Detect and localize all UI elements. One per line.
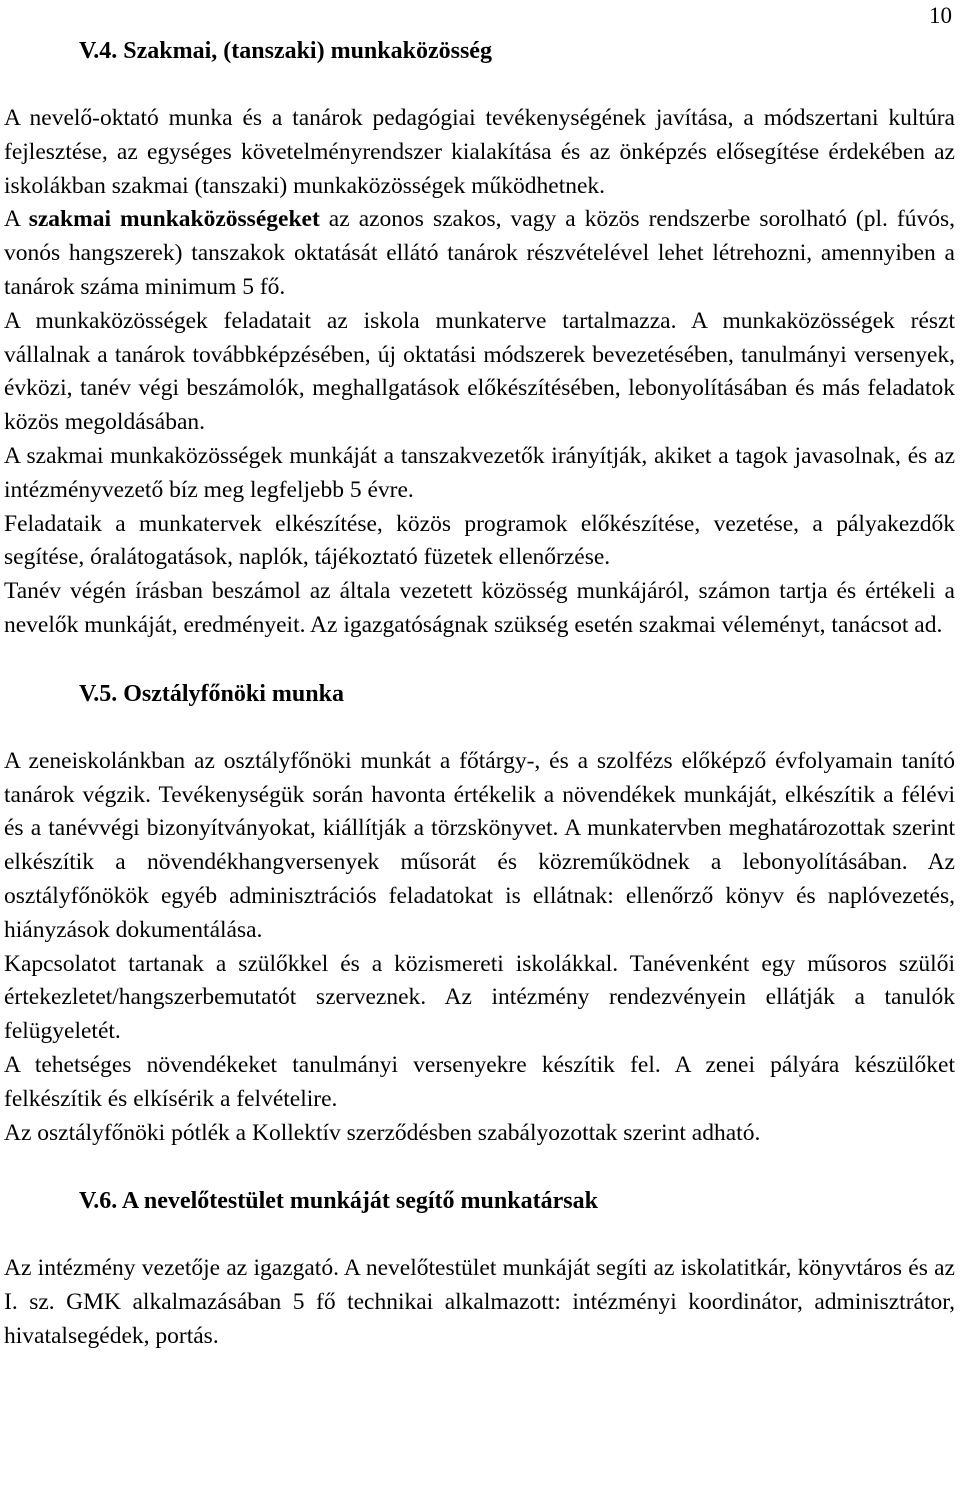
spacer bbox=[4, 1218, 955, 1252]
paragraph: Kapcsolatot tartanak a szülőkkel és a közismereti iskolákkal. Tanévenként egy műsoros szülői értekezletet/hangszerbemutatót szerveznek. Az intézmény rendezvényein ellátják a tanulók felügyeletét. bbox=[4, 950, 955, 1045]
paragraph: Tanév végén írásban beszámol az általa vezetett közösség munkájáról, számon tartja és értékeli a nevelők munkáját, eredményeit. Az igazgatóságnak szükség esetén szakmai véleményt, tanácsot ad. bbox=[4, 578, 955, 638]
paragraph: Az intézmény vezetője az igazgató. A nevelőtestület munkáját segíti az iskolatitkár, könyvtáros és az I. sz. GMK alkalmazásában 5 fő technikai alkalmazott: intézményi koordinátor, adminisztrátor, hivatalsegédek, portás. bbox=[4, 1255, 955, 1349]
spacer bbox=[4, 643, 955, 677]
paragraph-text: A bbox=[4, 206, 29, 233]
page-content bbox=[4, 34, 955, 1354]
paragraph: A tehetséges növendékeket tanulmányi versenyekre készítik fel. A zenei pályára készülőket felkészítik és elkísérik a felvételire. bbox=[4, 1051, 955, 1112]
section-heading-v5: V.5. Osztályfőnöki munka bbox=[79, 680, 344, 707]
paragraph: Feladataik a munkatervek elkészítése, közös programok előkészítése, vezetése, a pályakezdők segítése, óralátogatások, naplók, tájékoztató füzetek ellenőrzése. bbox=[4, 510, 955, 571]
paragraph: A szakmai munkaközösségek munkáját a tanszakvezetők irányítják, akiket a tagok javasolnak, és az intézményvezető bíz meg legfeljebb 5 évre. bbox=[4, 442, 955, 503]
page-number: 10 bbox=[929, 3, 952, 28]
paragraph bbox=[4, 203, 955, 304]
section-heading-v6: V.6. A nevelőtestület munkáját segítő munkatársak bbox=[79, 1188, 598, 1215]
paragraph: A zeneiskolánkban az osztályfőnöki munkát a főtárgy-, és a szolfézs előképző évfolyamain tanító tanárok végzik. Tevékenységük során havonta értékelik a növendékek munkáját, elkészítik a félévi és a tanévvégi bizonyítványokat, kiállítják a törzskönyvet. A munkatervben meghatározottak szerint elkészítik a növendékhangversenyek műsorát és közreműködnek a lebonyolításában. Az osztályfőnökök egyéb adminisztrációs feladatokat is ellátnak: ellenőrző könyv és naplóvezetés, hiányzások dokumentálása. bbox=[4, 747, 955, 943]
bold-term: szakmai munkaközösségeket bbox=[28, 206, 320, 233]
paragraph: Az osztályfőnöki pótlék a Kollektív szerződésben szabályozottak szerint adható. bbox=[4, 1119, 761, 1146]
paragraph-text: az azonos szakos, vagy a közös rendszerbe sorolható (pl. fúvós, vonós hangszerek) tanszakok oktatását ellátó tanárok részvételével lehet létrehozni, amennyiben a tanárok száma minimum 5 fő. bbox=[4, 206, 955, 300]
spacer bbox=[4, 1150, 955, 1184]
paragraph: A nevelő-oktató munka és a tanárok pedagógiai tevékenységének javítása, a módszertani kultúra fejlesztése, az egységes követelményrendszer kialakítása és az önképzés elősegítése érdekében az iskolákban szakmai (tanszaki) munkaközösségek működhetnek. bbox=[4, 105, 955, 199]
spacer bbox=[4, 68, 955, 102]
paragraph: A munkaközösségek feladatait az iskola munkaterve tartalmazza. A munkaközösségek részt vállalnak a tanárok továbbképzésében, új oktatási módszerek bevezetésében, tanulmányi versenyek, évközi, tanév végi beszámolók, meghallgatások előkészítésében, lebonyolításában és más feladatok közös megoldásában. bbox=[4, 307, 955, 436]
section-heading-v4: V.4. Szakmai, (tanszaki) munkaközösség bbox=[79, 38, 492, 64]
spacer bbox=[4, 711, 955, 745]
